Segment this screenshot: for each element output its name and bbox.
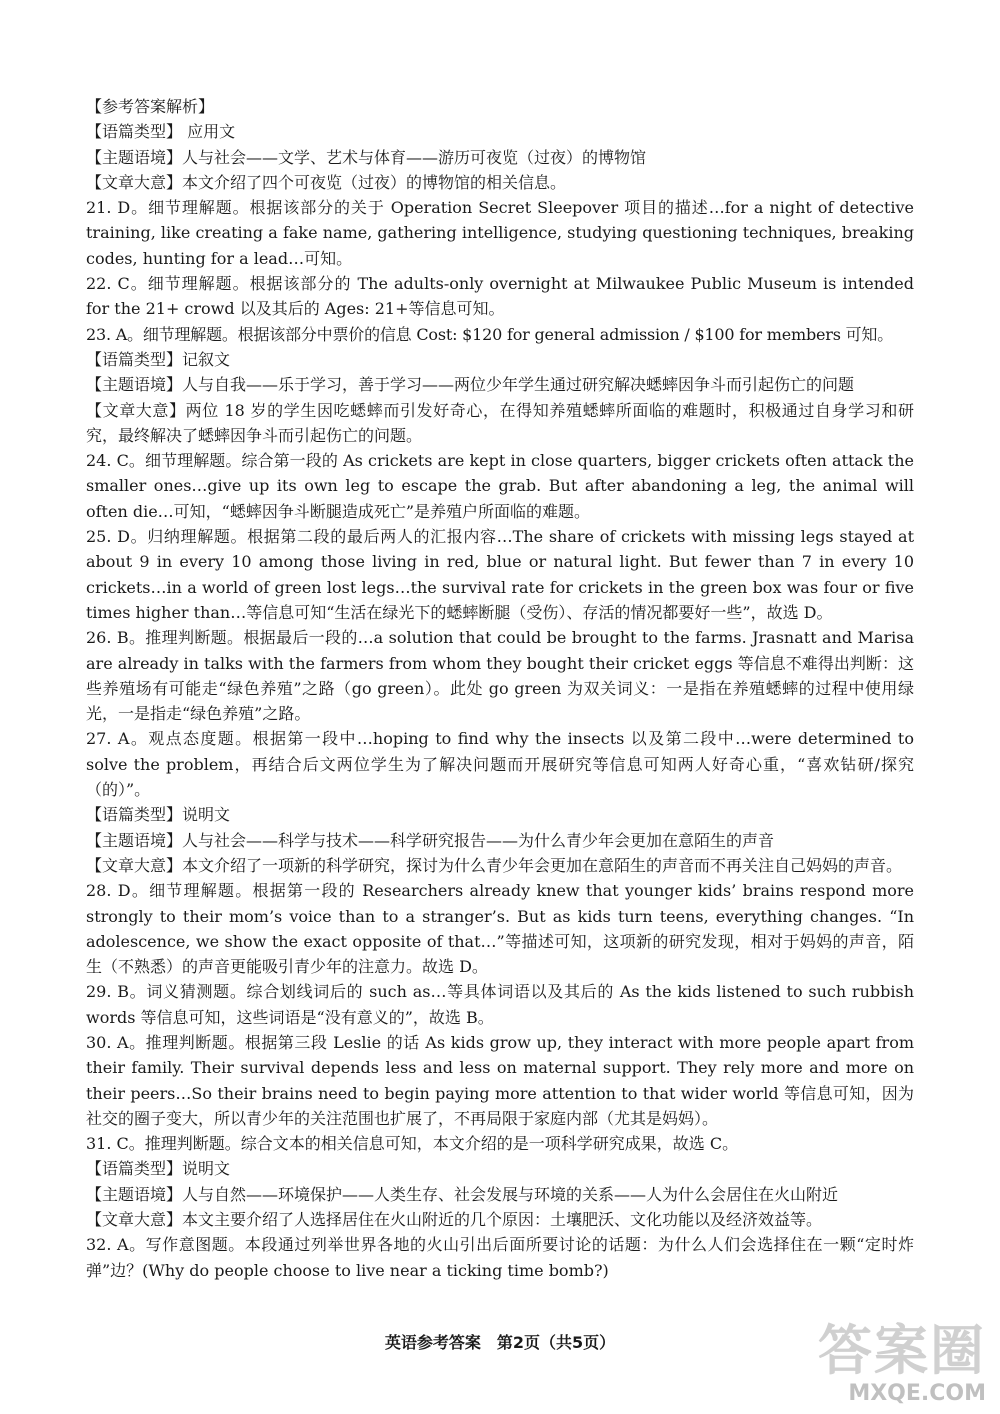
answer-23: 23. A。细节理解题。根据该部分中票价的信息 Cost: $120 for general admission / $100 for members 可知。 [86, 324, 894, 344]
theme-context: 【主题语境】人与社会——文学、艺术与体育——游历可夜览（过夜）的博物馆 [86, 147, 647, 167]
watermark-url: MXQE.COM [848, 1381, 986, 1406]
answer-27: 27. A。观点态度题。根据第一段中…hoping to find why the insects 以及第二段中…were determined to solve the problem，再结合后文两位学生为了解决问题而开展研究等信息可知两人好奇心重，“喜欢钻研/探究（的）”。 [86, 729, 914, 800]
answer-25: 25. D。归纳理解题。根据第二段的最后两人的汇报内容…The share of crickets with missing legs stayed at about 9 in every 10 among those living in red, blue or natural light. But fewer than 7 in every 10 crickets…in a world of green lost legs…the survival rate for crickets in the green box was four or five times higher than…等信息可知“生活在绿光下的蟋蟀断腿（受伤）、存活的情况都要好一些”，故选 D。 [86, 527, 914, 622]
theme-context: 【主题语境】人与自然——环境保护——人类生存、社会发展与环境的关系——人为什么会居住在火山附近 [86, 1184, 839, 1204]
theme-context: 【主题语境】人与自我——乐于学习，善于学习——两位少年学生通过研究解决蟋蟀因争斗而引起伤亡的问题 [86, 375, 855, 395]
answer-31: 31. C。推理判断题。综合文本的相关信息可知，本文介绍的是一项科学研究成果，故选 C。 [86, 1134, 739, 1154]
genre-label: 【语篇类型】 应用文 [86, 122, 236, 142]
answer-29: 29. B。词义猜测题。综合划线词后的 such as…等具体词语以及其后的 As the kids listened to such rubbish words 等信息可知，这些词语是“没有意义的”，故选 B。 [86, 982, 914, 1027]
answer-30: 30. A。推理判断题。根据第三段 Leslie 的话 As kids grow up, they interact with more people apart from their family. Their survival depends less and less on maternal support. They rely more and more on their peers…So their brains need to begin paying more attention to that wider world 等信息可知，因为社交的圈子变大，所以青少年的关注范围也扩展了，不再局限于家庭内部（尤其是妈妈）。 [86, 1032, 914, 1128]
article-summary: 【文章大意】本文介绍了一项新的科学研究，探讨为什么青少年会更加在意陌生的声音而不再关注自己妈妈的声音。 [86, 855, 903, 875]
theme-context: 【主题语境】人与社会——科学与技术——科学研究报告——为什么青少年会更加在意陌生的声音 [86, 830, 775, 850]
article-summary: 【文章大意】本文主要介绍了人选择居住在火山附近的几个原因：土壤肥沃、文化功能以及经济效益等。 [86, 1210, 823, 1230]
watermark-logo [808, 1308, 986, 1406]
section-header: 【参考答案解析】 [86, 97, 215, 116]
genre-label: 【语篇类型】记叙文 [86, 349, 231, 369]
genre-label: 【语篇类型】说明文 [86, 805, 231, 825]
answer-21: 21. D。细节理解题。根据该部分的关于 Operation Secret Sleepover 项目的描述…for a night of detective training, like creating a fake name, gathering intelligence, studying questioning techniques, breaking codes, hunting for a lead…可知。 [86, 198, 914, 268]
watermark-logo-text: 答案圈 [818, 1319, 986, 1382]
answer-24: 24. C。细节理解题。综合第一段的 As crickets are kept in close quarters, bigger crickets often attack the smaller ones…give up its own leg to escape the grab. But after abandoning a leg, the animal will often die…可知，“蟋蟀因争斗断腿造成死亡”是养殖户所面临的难题。 [86, 451, 914, 521]
genre-label: 【语篇类型】说明文 [86, 1159, 231, 1179]
answer-22: 22. C。细节理解题。根据该部分的 The adults-only overnight at Milwaukee Public Museum is intended for the 21+ crowd 以及其后的 Ages: 21+等信息可知。 [86, 274, 914, 319]
article-summary: 【文章大意】本文介绍了四个可夜览（过夜）的博物馆的相关信息。 [86, 172, 567, 192]
page-footer: 英语参考答案 第2页（共5页） [384, 1333, 616, 1352]
answer-28: 28. D。细节理解题。根据第一段的 Researchers already knew that younger kids’ brains respond more strongly to their mom’s voice than to a stranger’s. But as kids turn teens, everything changes. “In adolescence, we show the exact opposite of that…”等描述可知，这项新的研究发现，相对于妈妈的声音，陌生（不熟悉）的声音更能吸引青少年的注意力。故选 D。 [86, 881, 914, 977]
answer-26: 26. B。推理判断题。根据最后一段的…a solution that could be brought to the farms. Jrasnatt and Marisa are already in talks with the farmers from whom they bought their cricket eggs 等信息不难得出判断：这些养殖场有可能走“绿色养殖”之路（go green）。此处 go green 为双关词义：一是指在养殖蟋蟀的过程中使用绿光，一是指走“绿色养殖”之路。 [86, 628, 914, 724]
article-summary: 【文章大意】两位 18 岁的学生因吃蟋蟀而引发好奇心，在得知养殖蟋蟀所面临的难题时，积极通过自身学习和研究，最终解决了蟋蟀因争斗而引起伤亡的问题。 [86, 400, 914, 445]
answer-content [86, 94, 914, 1283]
answer-32: 32. A。写作意图题。本段通过列举世界各地的火山引出后面所要讨论的话题：为什么人们会选择住在一颗“定时炸弹”边？(Why do people choose to live near a ticking time bomb?) [86, 1235, 914, 1280]
